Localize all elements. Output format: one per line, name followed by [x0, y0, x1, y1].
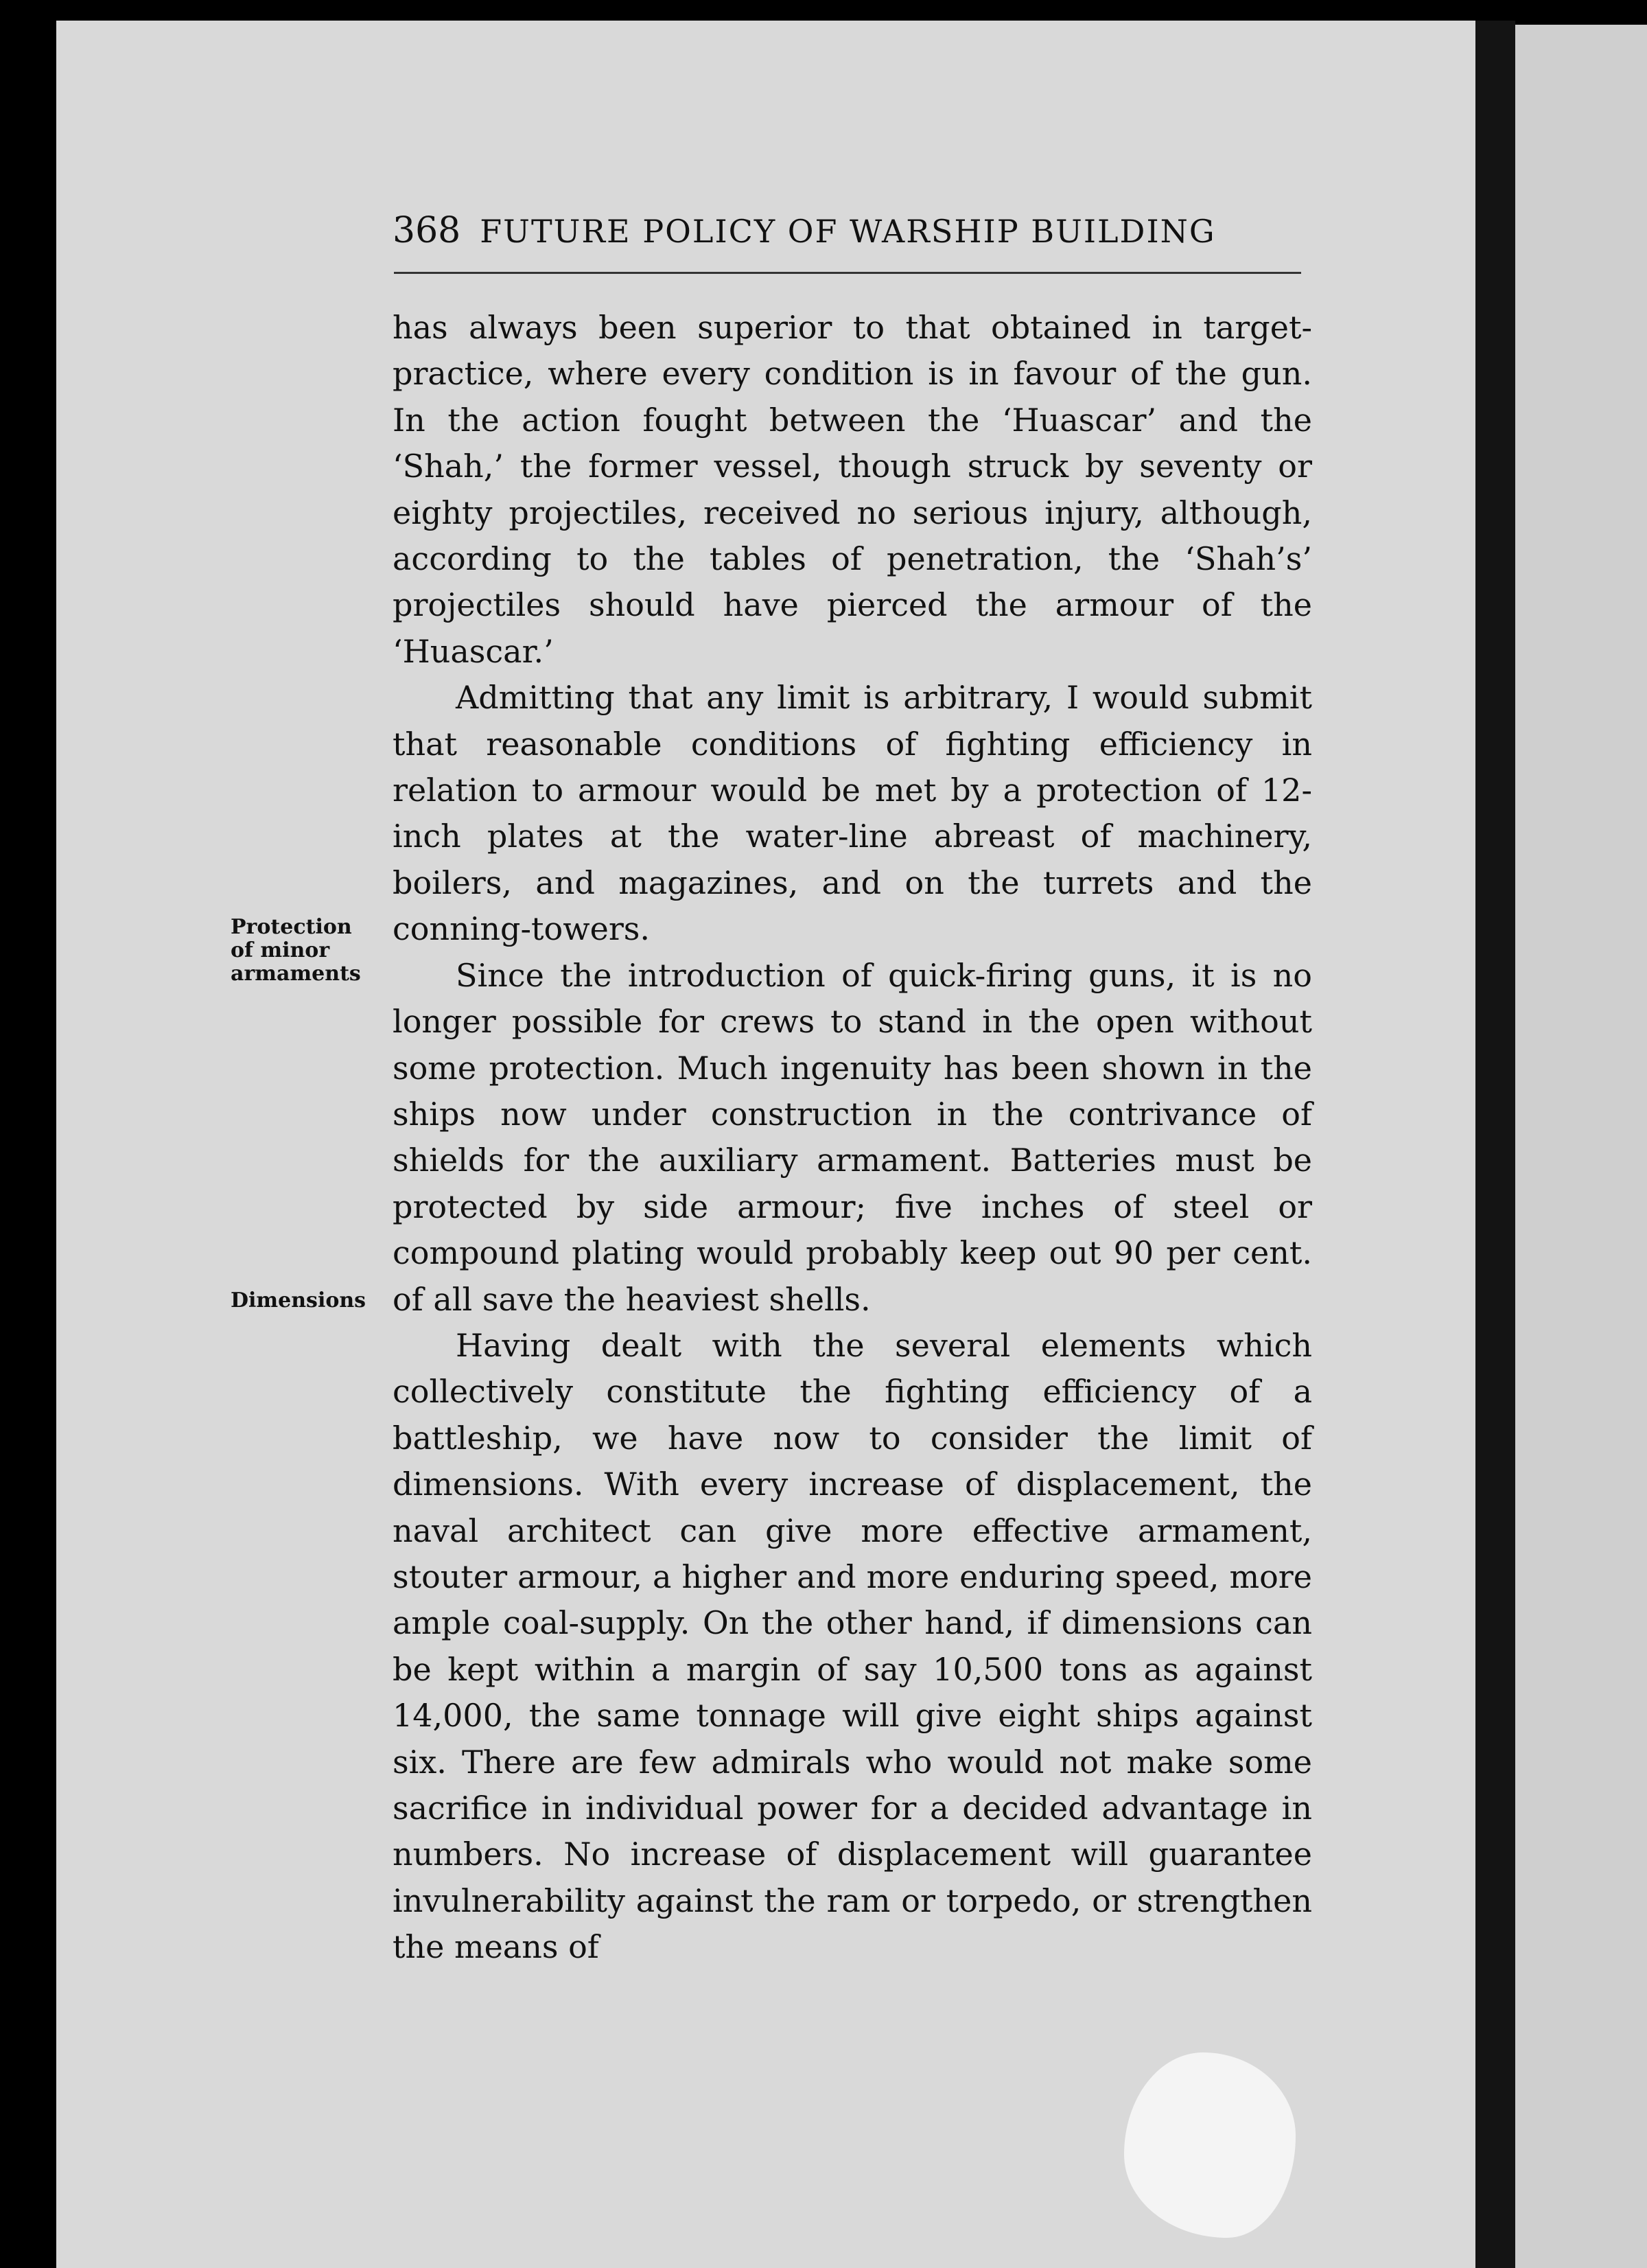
paragraph-armour-limit: Admitting that any limit is arbitrary, I would submit that reasonable conditions of fighting efficiency in relation to armour would be met by a protection of 12-inch plates at the water-line abreast of machinery, boilers, and magazines, and on the turrets and the conning-towers.: [393, 679, 1312, 948]
page-number: 368: [393, 210, 461, 251]
margin-note-protection: Protection of minor armaments: [231, 915, 361, 986]
paragraph-continued: has always been superior to that obtained in target-practice, where every condition is in favour of the gun. In the action fought between the ‘Huascar’ and the ‘Shah,’ the former vessel, though struck by seventy or eighty projectiles, received no serious injury, although, according to the tables of penetration, the ‘Shah’s’ projectiles should have pierced the armour of the ‘Huascar.’: [393, 309, 1312, 670]
page-binding-shadow: [1475, 21, 1515, 2268]
body-text: [393, 305, 1312, 1971]
running-title: FUTURE POLICY OF WARSHIP BUILDING: [480, 213, 1216, 250]
paragraph-minor-armaments: Since the introduction of quick-firing guns, it is no longer possible for crews to stand in the open without some protection. Much ingenuity has been shown in the ships now under construction in the contrivance of shields for the auxiliary armament. Batteries must be protected by side armour; five inches of steel or compound plating would probably keep out 90 per cent. of all save the heaviest shells.: [393, 956, 1312, 1318]
facing-page-edge: [1515, 25, 1647, 2268]
running-header: [393, 210, 1298, 251]
paper-stain: [1124, 2052, 1296, 2238]
paragraph-dimensions: Having dealt with the several elements which collectively constitute the fighting efficiency of a battleship, we have now to consider the limit of dimensions. With every increase of displacement, the naval architect can give more effective armament, stouter armour, a higher and more enduring speed, more ample coal-supply. On the other hand, if dimensions can be kept within a margin of say 10,500 tons as against 14,000, the same tonnage will give eight ships against six. There are few admirals who would not make some sacrifice in individual power for a decided advantage in numbers. No increase of displacement will guarantee invulnerability against the ram or torpedo, or strengthen the means of: [393, 1326, 1312, 1966]
margin-note-dimensions: Dimensions: [231, 1288, 366, 1312]
header-rule: [394, 272, 1301, 274]
